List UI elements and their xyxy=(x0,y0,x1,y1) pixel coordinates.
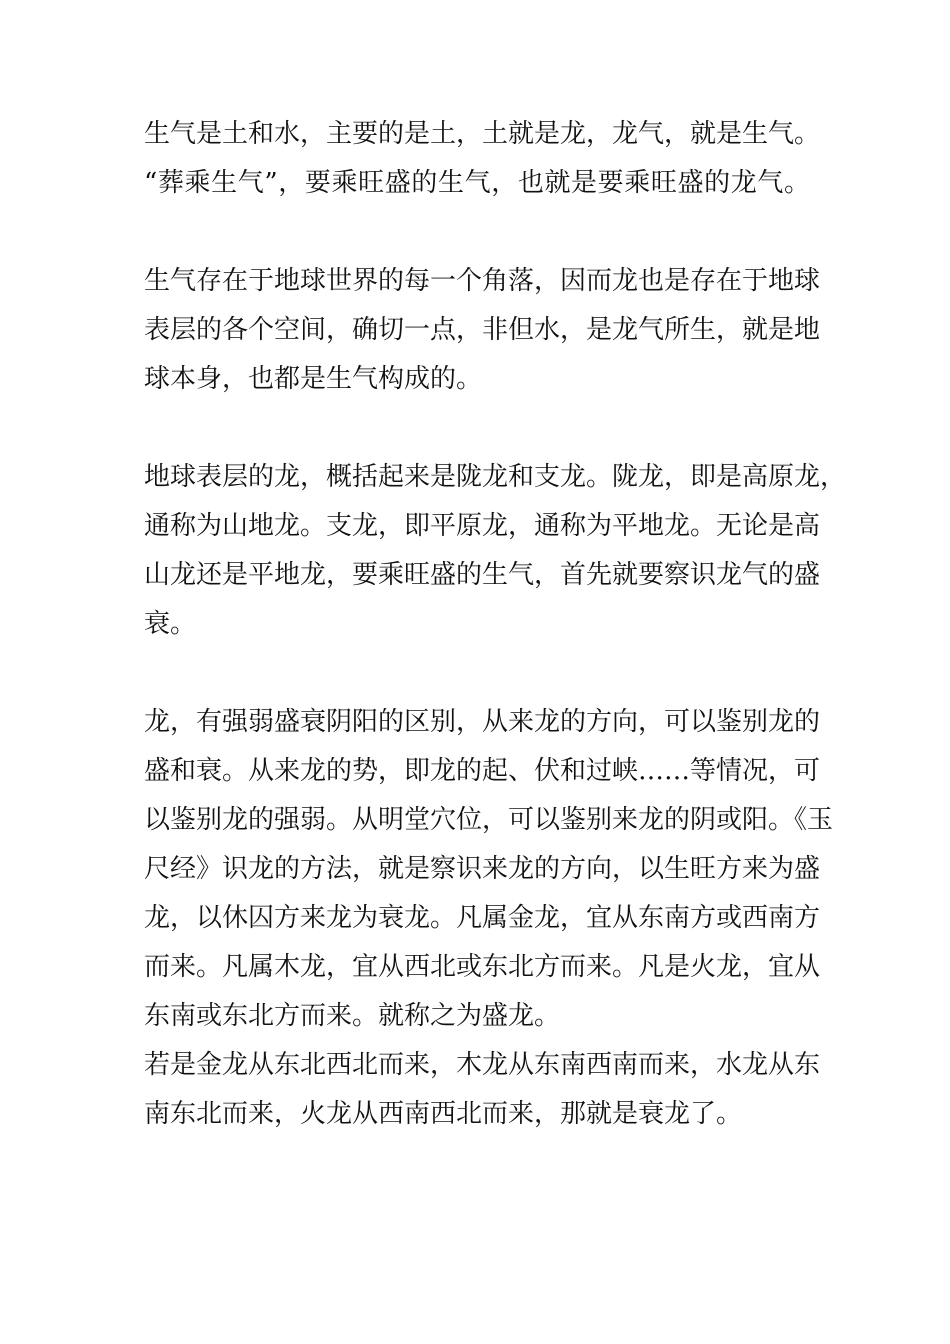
paragraph-1 xyxy=(144,110,821,208)
paragraph-line: 生气是土和水，主要的是土，土就是龙，龙气，就是生气。 xyxy=(144,119,821,149)
paragraph-2 xyxy=(144,257,821,404)
paragraph-line: 以鉴别龙的强弱。从明堂穴位，可以鉴别来龙的阴或阳。《玉 xyxy=(144,805,834,835)
paragraph-line: 地球表层的龙，概括起来是陇龙和支龙。陇龙，即是高原龙， xyxy=(144,462,847,492)
paragraph-line: 若是金龙从东北西北而来，木龙从东南西南而来，水龙从东 xyxy=(144,1050,821,1080)
paragraph-3 xyxy=(144,453,847,649)
paragraph-line: 山龙还是平地龙，要乘旺盛的生气，首先就要察识龙气的盛 xyxy=(144,560,821,590)
paragraph-gap xyxy=(144,649,810,698)
paragraph-4 xyxy=(144,698,834,1139)
paragraph-line: 龙，有强弱盛衰阴阳的区别，从来龙的方向，可以鉴别龙的 xyxy=(144,707,821,737)
paragraph-line: 表层的各个空间，确切一点，非但水，是龙气所生，就是地 xyxy=(144,315,821,345)
paragraph-line: 盛和衰。从来龙的势，即龙的起、伏和过峡……等情况，可 xyxy=(144,756,821,786)
paragraph-line: 生气存在于地球世界的每一个角落，因而龙也是存在于地球 xyxy=(144,266,821,296)
paragraph-line: 通称为山地龙。支龙，即平原龙，通称为平地龙。无论是高 xyxy=(144,511,821,541)
paragraph-line: 而来。凡属木龙，宜从西北或东北方而来。凡是火龙，宜从 xyxy=(144,952,821,982)
document-body xyxy=(144,110,847,1139)
paragraph-line: “葬乘生气”，要乘旺盛的生气，也就是要乘旺盛的龙气。 xyxy=(144,168,810,198)
paragraph-line: 东南或东北方而来。就称之为盛龙。 xyxy=(144,1001,561,1031)
paragraph-gap xyxy=(144,404,810,453)
paragraph-line: 南东北而来，火龙从西南西北而来，那就是衰龙了。 xyxy=(144,1099,743,1129)
paragraph-gap xyxy=(144,208,810,257)
paragraph-line: 衰。 xyxy=(144,609,197,639)
paragraph-line: 龙，以休囚方来龙为衰龙。凡属金龙，宜从东南方或西南方 xyxy=(144,903,821,933)
paragraph-line: 球本身，也都是生气构成的。 xyxy=(144,364,483,394)
paragraph-line: 尺经》识龙的方法，就是察识来龙的方向，以生旺方来为盛 xyxy=(144,854,821,884)
